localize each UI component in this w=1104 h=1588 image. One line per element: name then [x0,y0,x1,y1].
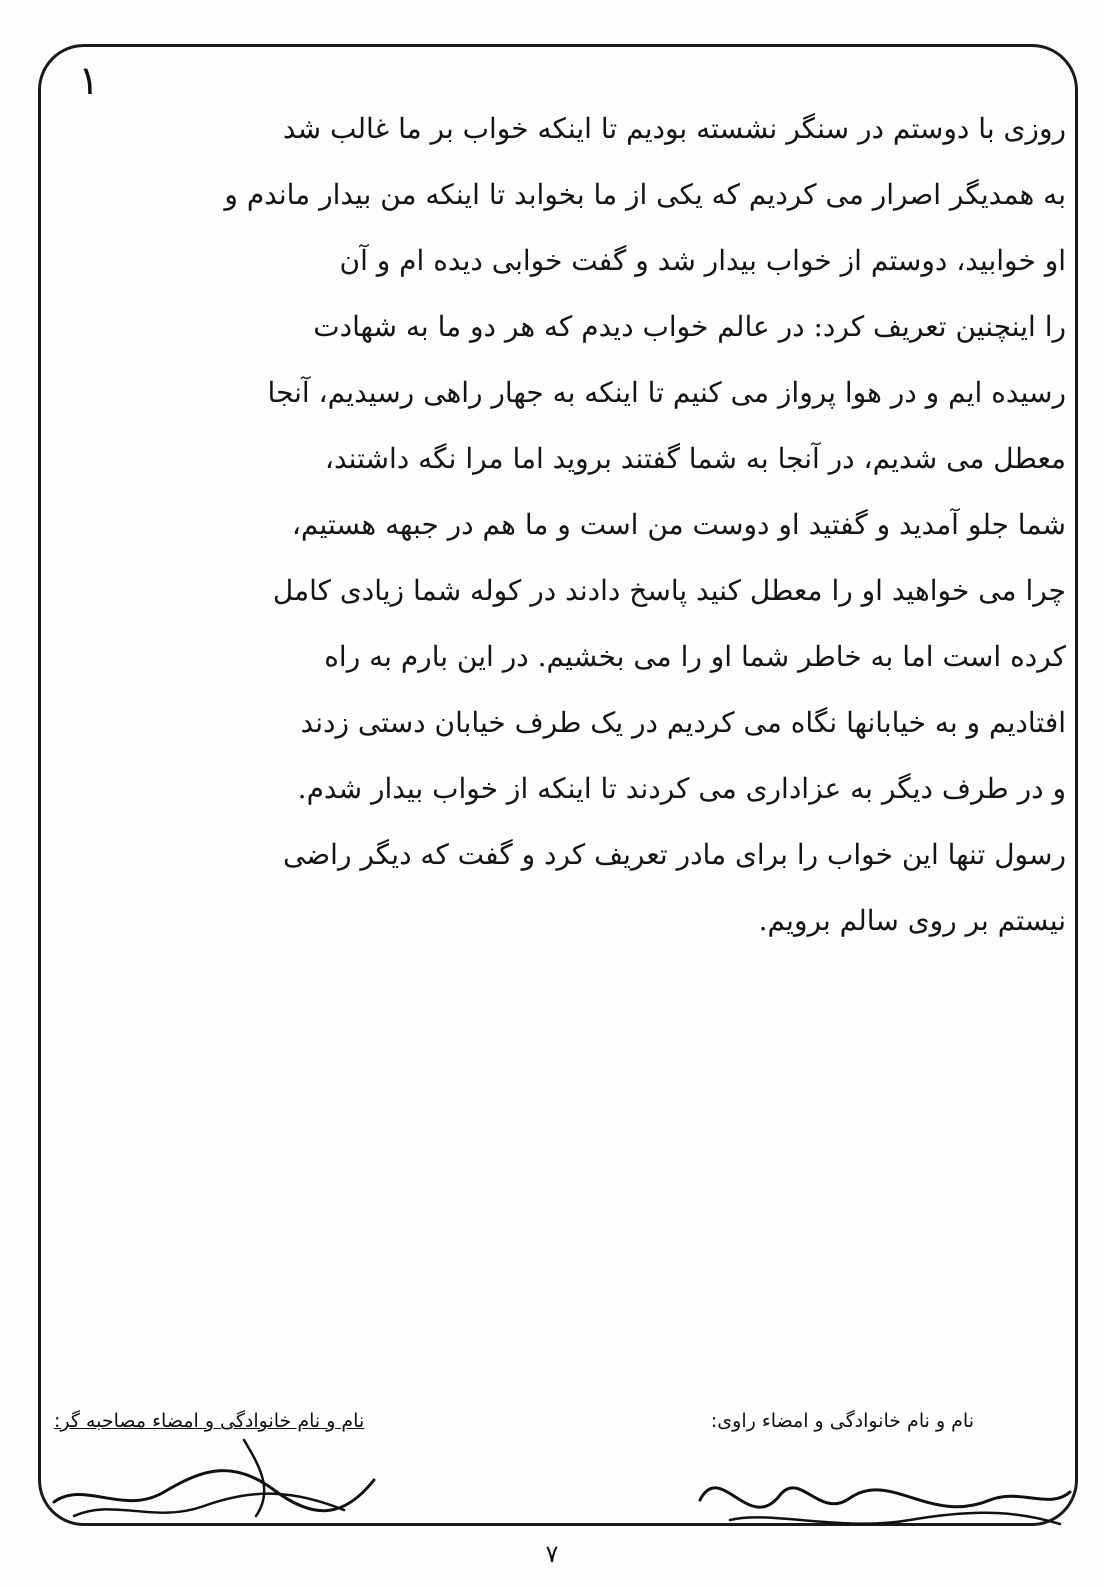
body-line-4: را اینچنین تعریف کرد: در عالم خواب دیدم که هر دو ما به شهادت [313,310,1066,343]
page-number: ۷ [545,1540,559,1568]
body-line-6: معطل می شدیم، در آنجا به شما گفتند بروید اما مرا نگه داشتند، [324,442,1066,475]
body-line-1: روزی با دوستم در سنگر نشسته بودیم تا اینکه خواب بر ما غالب شد [282,112,1066,145]
body-line-5: رسیده ایم و در هوا پرواز می کنیم تا اینکه به جهار راهی رسیدیم، آنجا [267,376,1066,409]
body-line-10: افتادیم و به خیابانها نگاه می کردیم در یک طرف خیابان دستی زدند [300,706,1066,739]
body-line-13: نیستم بر روی سالم برویم. [758,904,1066,937]
signature-row [40,1410,1076,1450]
body-line-9: کرده است اما به خاطر شما او را می بخشیم. در این بارم به راه [324,640,1066,673]
interviewer-signature-label: نام و نام خانوادگی و امضاء مصاحبه گر: [54,1410,365,1432]
handwritten-body [40,96,1076,954]
margin-mark: ۱ [78,58,100,104]
body-line-2: به همدیگر اصرار می کردیم که یکی از ما بخوابد تا اینکه من بیدار ماندم و [224,178,1066,211]
body-line-7: شما جلو آمدید و گفتید او دوست من است و ما هم در جبهه هستیم، [291,508,1066,541]
narrator-signature-label: نام و نام خانوادگی و امضاء راوی: [710,1410,974,1432]
body-line-3: او خوابید، دوستم از خواب بیدار شد و گفت خوابی دیده ام و آن [339,244,1066,277]
body-line-12: رسول تنها این خواب را برای مادر تعریف کرد و گفت که دیگر راضی [283,838,1066,871]
body-line-11: و در طرف دیگر به عزاداری می کردند تا اینکه از خواب بیدار شدم. [297,772,1066,805]
body-line-8: چرا می خواهید او را معطل کنید پاسخ دادند در کوله شما زیادی کامل [272,574,1066,607]
